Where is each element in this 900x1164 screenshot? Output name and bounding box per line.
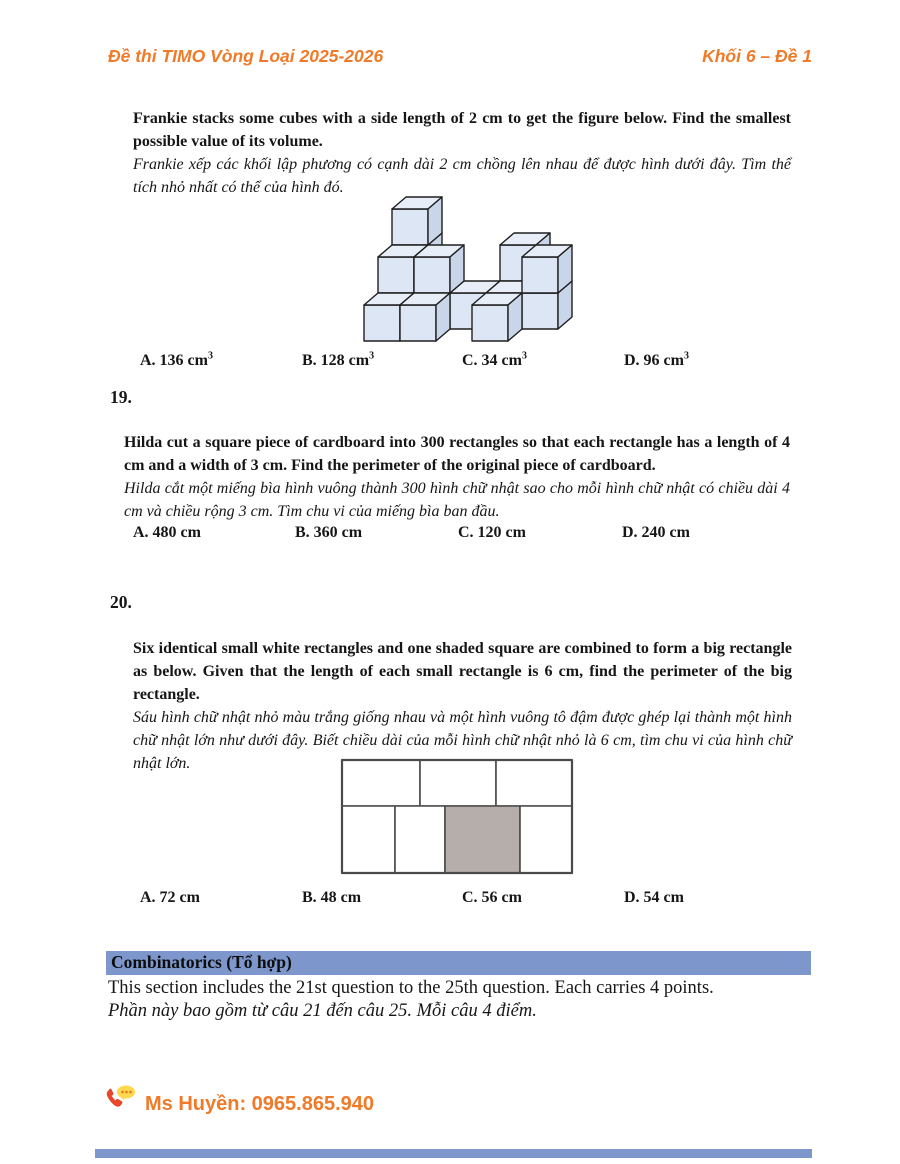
rectangle-figure xyxy=(339,757,575,882)
question-18-english: Frankie stacks some cubes with a side length of 2 cm to get the figure below. Find the smallest possible value of its volume. xyxy=(133,110,791,150)
question-19-text xyxy=(124,431,790,523)
question-20-options xyxy=(110,889,816,915)
section-description xyxy=(108,977,764,1022)
section-title: Combinatorics (Tổ hợp) xyxy=(111,952,292,972)
answer-option-c: C. 34 $cm^3$ xyxy=(462,350,527,369)
answer-option-d: D. 96 $cm^3$ xyxy=(624,350,689,369)
rectangle-figure-svg xyxy=(339,757,575,877)
answer-option-a: A. 136 $cm^3$ xyxy=(140,350,213,369)
section-description-english: This section includes the 21st question to the 25th question. Each carries 4 points. xyxy=(108,978,714,998)
answer-option-b: B. 128 $cm^3$ xyxy=(302,350,375,369)
section-description-vietnamese: Phần này bao gồm từ câu 21 đến câu 25. Mỗi câu 4 điểm. xyxy=(108,1000,537,1021)
question-19-english: Hilda cut a square piece of cardboard into 300 rectangles so that each rectangle has a length of 4 cm and a width of 3 cm. Find the perimeter of the original piece of cardboard. xyxy=(124,434,790,474)
contact-line xyxy=(104,1084,374,1121)
cube-figure-svg xyxy=(350,189,598,352)
answer-option-d: D. 240 cm xyxy=(622,524,690,541)
phone-icon xyxy=(104,1084,138,1121)
bottom-band xyxy=(95,1149,812,1158)
answer-option-c: C. 56 cm xyxy=(462,889,522,906)
header-exam-title: Đề thi TIMO Vòng Loại 2025-2026 xyxy=(108,46,384,66)
question-18-vietnamese: Frankie xếp các khối lập phương có cạnh dài 2 cm chồng lên nhau để được hình dưới đây. Tìm thể tích nhỏ nhất có thể của hình đó. xyxy=(133,156,791,196)
question-20-english: Six identical small white rectangles and one shaded square are combined to form a big rectangle as below. Given that the length of each small rectangle is 6 cm, find the perimeter of the big rectangle. xyxy=(133,640,792,703)
question-20-vietnamese: Sáu hình chữ nhật nhỏ màu trắng giống nhau và một hình vuông tô đậm được ghép lại thành một hình chữ nhật lớn như dưới đây. Biết chiều dài của mỗi hình chữ nhật nhỏ là 6 cm, tìm chu vi của hình chữ nhật lớn. xyxy=(133,709,792,772)
section-header-band xyxy=(106,951,811,975)
question-19-number: 19. xyxy=(110,387,132,407)
answer-option-b: B. 360 cm xyxy=(295,524,363,541)
answer-option-b: B. 48 cm xyxy=(302,889,362,906)
header-grade-label: Khối 6 – Đề 1 xyxy=(702,46,812,66)
answer-option-c: C. 120 cm xyxy=(458,524,526,541)
question-18-options xyxy=(110,352,816,378)
question-19-options xyxy=(110,524,816,550)
question-20-number: 20. xyxy=(110,592,132,612)
question-20-text xyxy=(133,637,792,775)
contact-text: Ms Huyền: 0965.865.940 xyxy=(145,1093,375,1115)
cube-figure xyxy=(350,189,598,357)
question-19-vietnamese: Hilda cắt một miếng bìa hình vuông thành 300 hình chữ nhật sao cho mỗi hình chữ nhật có chiều dài 4 cm và chiều rộng 3 cm. Tìm chu vi của miếng bìa ban đầu. xyxy=(124,480,790,520)
question-18-text xyxy=(133,107,791,199)
page-header xyxy=(108,46,812,67)
answer-option-a: A. 480 cm xyxy=(133,524,201,541)
answer-option-a: A. 72 cm xyxy=(140,889,200,906)
answer-option-d: D. 54 cm xyxy=(624,889,684,906)
